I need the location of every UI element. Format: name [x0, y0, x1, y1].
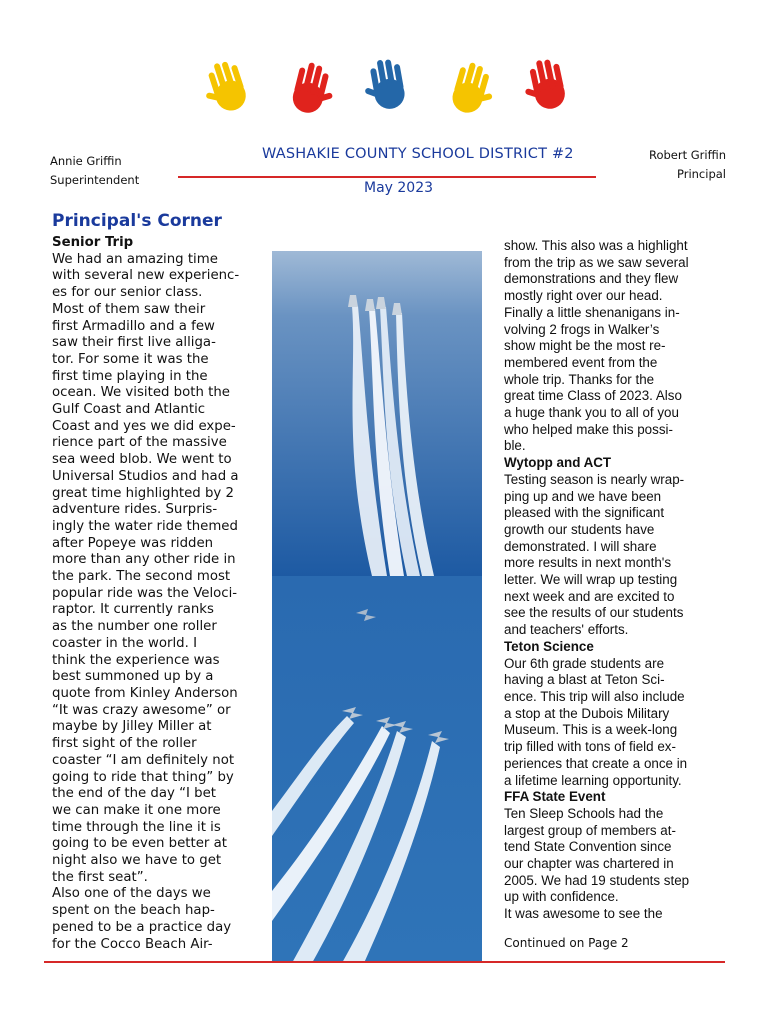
- left-column-line: adventure rides. Surpris-: [52, 502, 218, 518]
- left-column-line: rience part of the massive: [52, 435, 227, 451]
- left-column-line: Most of them saw their: [52, 301, 206, 317]
- left-column-line: pened to be a practice day: [52, 919, 232, 935]
- right-column-line: mostly right over our head.: [504, 288, 663, 304]
- right-column-line: volving 2 frogs in Walker’s: [504, 321, 660, 337]
- handprints-logo: [190, 52, 590, 122]
- left-column-line: raptor. It currently ranks: [52, 602, 214, 618]
- right-column-line: Finally a little shenanigans in-: [504, 304, 680, 320]
- left-column-line: popular ride was the Veloci-: [52, 585, 238, 601]
- left-column-line: first sight of the roller: [52, 736, 197, 752]
- left-column-line: ingly the water ride themed: [52, 518, 238, 534]
- left-column-line: the end of the day “I bet: [52, 786, 216, 802]
- right-column-line: 2005. We had 19 students step: [504, 872, 690, 888]
- left-column-line: sea weed blob. We went to: [52, 452, 232, 468]
- left-column-line: with several new experienc-: [52, 268, 240, 284]
- left-column-line: great time highlighted by 2: [52, 485, 234, 501]
- hand-yellow-icon: [442, 58, 498, 120]
- superintendent-block: [50, 152, 139, 190]
- principal-title: Principal: [676, 167, 726, 181]
- left-column-line: coaster in the world. I: [52, 635, 197, 651]
- left-column-line: the park. The second most: [52, 569, 231, 585]
- right-column-line: trip filled with tons of field ex-: [504, 739, 676, 755]
- right-column-line: tend State Convention since: [504, 839, 672, 855]
- right-column-line: ping up and we have been: [504, 488, 662, 504]
- left-column-line: quote from Kinley Anderson: [52, 685, 238, 701]
- left-column-line: as the number one roller: [52, 619, 217, 635]
- left-column-line: es for our senior class.: [52, 285, 203, 301]
- district-title: WASHAKIE COUNTY SCHOOL DISTRICT #2: [262, 146, 574, 162]
- right-column-line: having a blast at Teton Sci-: [504, 672, 665, 688]
- left-column-line: first time playing in the: [52, 368, 208, 384]
- left-column-line: after Popeye was ridden: [52, 535, 214, 551]
- left-column-line: for the Cocco Beach Air-: [52, 936, 213, 952]
- right-column-line: periences that create a once in: [504, 755, 688, 771]
- right-column-line: largest group of members at-: [504, 822, 676, 838]
- right-column-heading: Teton Science: [504, 638, 594, 654]
- left-column-line: we can make it one more: [52, 802, 221, 818]
- right-column-line: ble.: [504, 438, 526, 454]
- airshow-photo: [272, 251, 482, 963]
- right-column-line: demonstrations and they flew: [504, 271, 679, 287]
- right-column-line: Our 6th grade students are: [504, 655, 665, 671]
- right-column-heading: Wytopp and ACT: [504, 455, 612, 471]
- right-column-line: see the results of our students: [504, 605, 684, 621]
- right-column-line: whole trip. Thanks for the: [504, 371, 655, 387]
- right-column-line: more results in next month's: [504, 555, 672, 571]
- right-column-line: Museum. This is a week-long: [504, 722, 678, 738]
- right-column-line: next week and are excited to: [504, 588, 675, 604]
- right-column-line: show might be the most re-: [504, 338, 666, 354]
- right-column-line: membered event from the: [504, 354, 658, 370]
- superintendent-title: Superintendent: [50, 173, 140, 187]
- left-column-line: going to be even better at: [52, 836, 227, 852]
- left-column-line: spent on the beach hap-: [52, 903, 215, 919]
- left-column-line: Gulf Coast and Atlantic: [52, 402, 206, 418]
- right-column-line: pleased with the significant: [504, 505, 665, 521]
- left-column-line: first Armadillo and a few: [52, 318, 215, 334]
- continued-note: Continued on Page 2: [504, 936, 629, 950]
- principal-block: [649, 146, 726, 184]
- left-column-line: night also we have to get: [52, 853, 222, 869]
- hand-blue-icon: [360, 54, 416, 116]
- right-column-line: great time Class of 2023. Also: [504, 388, 682, 404]
- left-column-line: Also one of the days we: [52, 886, 211, 902]
- article-right-column: [504, 238, 726, 923]
- right-column-line: It was awesome to see the: [504, 906, 663, 922]
- right-column-line: up with confidence.: [504, 889, 619, 905]
- footer-divider: [44, 961, 725, 963]
- right-column-heading: FFA State Event: [504, 789, 606, 805]
- right-column-line: Testing season is nearly wrap-: [504, 471, 685, 487]
- left-column-line: going to ride that thing” by: [52, 769, 234, 785]
- left-column-line: We had an amazing time: [52, 251, 218, 267]
- article-left-column: [52, 235, 262, 953]
- hand-red-icon: [282, 58, 338, 120]
- left-column-line: time through the line it is: [52, 819, 221, 835]
- right-column-line: growth our students have: [504, 521, 655, 537]
- left-column-heading: Senior Trip: [52, 235, 134, 250]
- right-column-line: who helped make this possi-: [504, 421, 673, 437]
- right-column-line: ence. This trip will also include: [504, 688, 685, 704]
- left-column-line: ocean. We visited both the: [52, 385, 230, 401]
- left-column-line: coaster “I am definitely not: [52, 752, 235, 768]
- issue-month: May 2023: [364, 180, 434, 196]
- right-column-line: letter. We will wrap up testing: [504, 572, 678, 588]
- left-column-line: Universal Studios and had a: [52, 468, 239, 484]
- right-column-line: and teachers' efforts.: [504, 622, 629, 638]
- principal-name: Robert Griffin: [648, 148, 726, 162]
- right-column-line: a stop at the Dubois Military: [504, 705, 670, 721]
- left-column-line: think the experience was: [52, 652, 220, 668]
- right-column-line: Ten Sleep Schools had the: [504, 805, 664, 821]
- right-column-line: from the trip as we saw several: [504, 254, 689, 270]
- right-column-line: show. This also was a highlight: [504, 238, 688, 253]
- left-column-line: more than any other ride in: [52, 552, 236, 568]
- hand-red-icon: [520, 54, 576, 116]
- left-column-line: maybe by Jilley Miller at: [52, 719, 212, 735]
- left-column-line: the first seat”.: [52, 869, 148, 885]
- right-column-line: demonstrated. I will share: [504, 538, 657, 554]
- left-column-line: tor. For some it was the: [52, 351, 209, 367]
- left-column-line: Coast and yes we did expe-: [52, 418, 236, 434]
- right-column-line: a lifetime learning opportunity.: [504, 772, 682, 788]
- right-column-line: our chapter was chartered in: [504, 856, 674, 872]
- hand-yellow-icon: [200, 56, 256, 118]
- left-column-line: “It was crazy awesome” or: [52, 702, 231, 718]
- right-column-line: a huge thank you to all of you: [504, 405, 679, 421]
- header-divider: [178, 176, 596, 178]
- article-title: Principal's Corner: [52, 211, 222, 231]
- superintendent-name: Annie Griffin: [50, 154, 122, 168]
- left-column-line: best summoned up by a: [52, 669, 214, 685]
- left-column-line: saw their first live alliga-: [52, 335, 216, 351]
